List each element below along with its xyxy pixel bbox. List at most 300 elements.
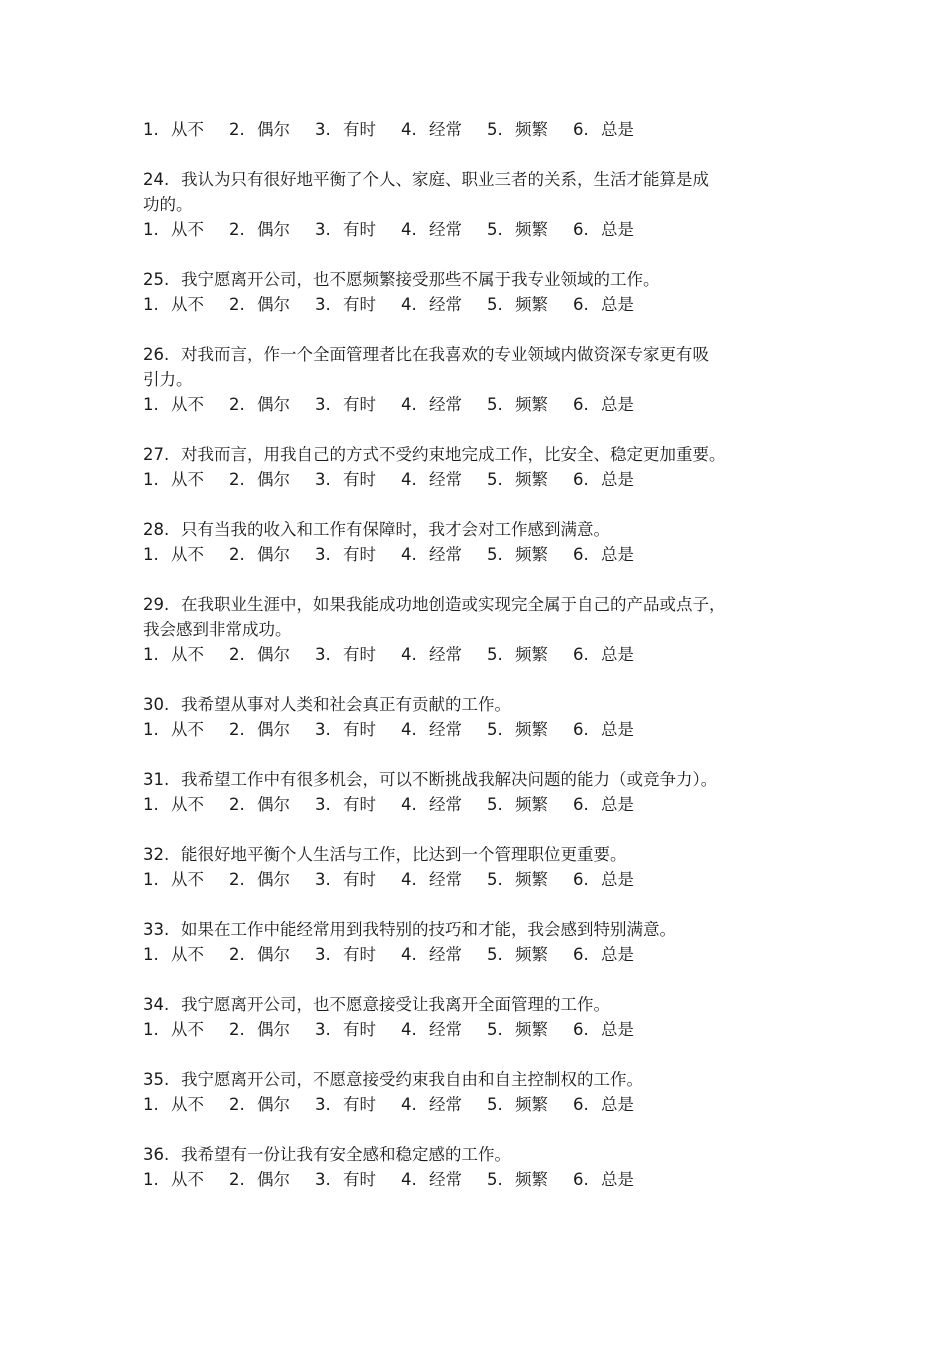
question-number: 34. <box>143 995 170 1014</box>
answer-option-4 <box>401 217 487 242</box>
answer-option-label: 从不 <box>171 395 204 414</box>
answer-option-label: 总是 <box>601 545 634 564</box>
question-number: 24. <box>143 170 170 189</box>
answer-option-number: 1. <box>143 395 159 414</box>
answer-option-6 <box>573 867 634 892</box>
answer-options-row <box>143 292 783 317</box>
answer-options-row <box>143 217 783 242</box>
answer-option-label: 偶尔 <box>257 720 290 739</box>
answer-option-number: 5. <box>487 220 503 239</box>
answer-option-label: 偶尔 <box>257 945 290 964</box>
question-text: 只有当我的收入和工作有保障时，我才会对工作感到满意。 <box>181 520 610 539</box>
question-text: 在我职业生涯中，如果我能成功地创造或实现完全属于自己的产品或点子， <box>181 595 726 614</box>
question-text: 我希望有一份让我有安全感和稳定感的工作。 <box>181 1145 511 1164</box>
answer-option-3 <box>315 1092 401 1117</box>
answer-option-1 <box>143 1017 229 1042</box>
answer-option-label: 经常 <box>429 1020 462 1039</box>
answer-option-1 <box>143 117 229 142</box>
answer-option-number: 6. <box>573 1095 589 1114</box>
answer-option-2 <box>229 292 315 317</box>
answer-option-4 <box>401 942 487 967</box>
answer-option-number: 4. <box>401 545 417 564</box>
answer-option-label: 经常 <box>429 720 462 739</box>
answer-option-1 <box>143 1092 229 1117</box>
answer-option-4 <box>401 1017 487 1042</box>
answer-options-row <box>143 467 783 492</box>
answer-option-label: 偶尔 <box>257 395 290 414</box>
answer-option-number: 6. <box>573 1170 589 1189</box>
answer-option-label: 从不 <box>171 295 204 314</box>
answer-option-number: 5. <box>487 645 503 664</box>
question-text-line <box>143 367 783 392</box>
answer-option-6 <box>573 392 634 417</box>
answer-option-label: 从不 <box>171 720 204 739</box>
answer-option-number: 4. <box>401 720 417 739</box>
answer-option-number: 3. <box>315 220 331 239</box>
answer-option-number: 6. <box>573 945 589 964</box>
question-item <box>143 592 783 667</box>
answer-option-number: 1. <box>143 545 159 564</box>
answer-option-number: 3. <box>315 645 331 664</box>
answer-option-number: 2. <box>229 1170 245 1189</box>
answer-option-2 <box>229 942 315 967</box>
answer-option-label: 从不 <box>171 945 204 964</box>
answer-option-label: 频繁 <box>515 870 548 889</box>
question-number: 35. <box>143 1070 170 1089</box>
answer-option-label: 总是 <box>601 120 634 139</box>
answer-option-label: 有时 <box>343 1170 376 1189</box>
question-text-line <box>143 842 783 867</box>
question-item <box>143 1142 783 1192</box>
answer-option-5 <box>487 792 573 817</box>
answer-option-number: 2. <box>229 545 245 564</box>
answer-option-label: 经常 <box>429 545 462 564</box>
question-text: 如果在工作中能经常用到我特别的技巧和才能，我会感到特别满意。 <box>181 920 676 939</box>
answer-option-3 <box>315 1017 401 1042</box>
question-item <box>143 1067 783 1117</box>
question-text-line <box>143 267 783 292</box>
answer-option-number: 6. <box>573 220 589 239</box>
answer-option-6 <box>573 292 634 317</box>
answer-option-2 <box>229 717 315 742</box>
answer-option-number: 3. <box>315 120 331 139</box>
answer-option-label: 偶尔 <box>257 545 290 564</box>
answer-option-label: 有时 <box>343 470 376 489</box>
question-text: 能很好地平衡个人生活与工作，比达到一个管理职位更重要。 <box>181 845 627 864</box>
answer-option-label: 经常 <box>429 395 462 414</box>
answer-option-number: 3. <box>315 1095 331 1114</box>
answer-option-label: 有时 <box>343 545 376 564</box>
answer-options-row <box>143 117 783 142</box>
answer-option-number: 4. <box>401 945 417 964</box>
answer-options-row <box>143 717 783 742</box>
answer-option-number: 2. <box>229 220 245 239</box>
answer-option-number: 6. <box>573 795 589 814</box>
answer-option-label: 偶尔 <box>257 795 290 814</box>
question-item <box>143 767 783 817</box>
answer-option-2 <box>229 642 315 667</box>
answer-option-1 <box>143 217 229 242</box>
answer-option-3 <box>315 217 401 242</box>
answer-option-number: 5. <box>487 295 503 314</box>
question-text: 我希望工作中有很多机会，可以不断挑战我解决问题的能力（或竞争力）。 <box>181 770 718 789</box>
answer-option-2 <box>229 867 315 892</box>
question-text: 我希望从事对人类和社会真正有贡献的工作。 <box>181 695 511 714</box>
answer-option-5 <box>487 467 573 492</box>
answer-options-row <box>143 1017 783 1042</box>
answer-option-label: 总是 <box>601 1170 634 1189</box>
answer-option-6 <box>573 1092 634 1117</box>
answer-option-4 <box>401 1167 487 1192</box>
answer-option-1 <box>143 792 229 817</box>
answer-option-number: 4. <box>401 220 417 239</box>
answer-option-3 <box>315 642 401 667</box>
answer-options-row <box>143 942 783 967</box>
answer-option-number: 4. <box>401 470 417 489</box>
answer-option-number: 1. <box>143 220 159 239</box>
answer-option-number: 6. <box>573 720 589 739</box>
question-item <box>143 692 783 742</box>
answer-option-number: 4. <box>401 295 417 314</box>
answer-option-4 <box>401 542 487 567</box>
answer-option-number: 3. <box>315 870 331 889</box>
answer-option-label: 总是 <box>601 720 634 739</box>
answer-option-number: 2. <box>229 1095 245 1114</box>
answer-option-5 <box>487 292 573 317</box>
answer-option-label: 总是 <box>601 395 634 414</box>
answer-option-5 <box>487 1092 573 1117</box>
question-item <box>143 842 783 892</box>
answer-option-label: 频繁 <box>515 545 548 564</box>
answer-options-row <box>143 392 783 417</box>
answer-option-label: 总是 <box>601 470 634 489</box>
answer-option-label: 偶尔 <box>257 120 290 139</box>
answer-option-number: 4. <box>401 1170 417 1189</box>
answer-option-label: 偶尔 <box>257 645 290 664</box>
answer-option-label: 频繁 <box>515 795 548 814</box>
answer-option-label: 总是 <box>601 1020 634 1039</box>
question-item <box>143 917 783 967</box>
answer-option-number: 5. <box>487 945 503 964</box>
answer-option-5 <box>487 117 573 142</box>
answer-option-5 <box>487 642 573 667</box>
answer-option-number: 3. <box>315 1170 331 1189</box>
answer-option-4 <box>401 467 487 492</box>
answer-option-4 <box>401 117 487 142</box>
answer-options-row <box>143 1092 783 1117</box>
answer-option-3 <box>315 292 401 317</box>
answer-option-number: 4. <box>401 645 417 664</box>
answer-option-label: 有时 <box>343 120 376 139</box>
question-number: 29. <box>143 595 170 614</box>
answer-option-number: 2. <box>229 795 245 814</box>
answer-option-number: 1. <box>143 1170 159 1189</box>
answer-option-number: 6. <box>573 470 589 489</box>
answer-option-6 <box>573 542 634 567</box>
answer-option-number: 2. <box>229 1020 245 1039</box>
question-text-line <box>143 1142 783 1167</box>
question-item <box>143 167 783 242</box>
answer-option-1 <box>143 867 229 892</box>
answer-option-4 <box>401 392 487 417</box>
answer-option-number: 5. <box>487 120 503 139</box>
answer-options-row <box>143 867 783 892</box>
answer-option-6 <box>573 1017 634 1042</box>
question-text-line <box>143 192 783 217</box>
answer-option-3 <box>315 467 401 492</box>
question-text-line <box>143 1067 783 1092</box>
question-number: 26. <box>143 345 170 364</box>
question-item <box>143 517 783 567</box>
answer-option-5 <box>487 1167 573 1192</box>
question-number: 27. <box>143 445 170 464</box>
answer-options-row <box>143 1167 783 1192</box>
answer-option-label: 从不 <box>171 870 204 889</box>
answer-option-3 <box>315 117 401 142</box>
answer-option-label: 频繁 <box>515 945 548 964</box>
question-list <box>143 167 783 1192</box>
answer-option-label: 经常 <box>429 645 462 664</box>
answer-option-4 <box>401 1092 487 1117</box>
answer-option-number: 6. <box>573 870 589 889</box>
answer-option-number: 6. <box>573 1020 589 1039</box>
answer-option-number: 1. <box>143 470 159 489</box>
answer-option-label: 频繁 <box>515 1020 548 1039</box>
answer-option-4 <box>401 717 487 742</box>
answer-option-label: 从不 <box>171 470 204 489</box>
answer-option-number: 3. <box>315 295 331 314</box>
answer-option-label: 经常 <box>429 220 462 239</box>
answer-option-5 <box>487 392 573 417</box>
answer-option-label: 有时 <box>343 645 376 664</box>
answer-option-number: 3. <box>315 395 331 414</box>
answer-option-label: 从不 <box>171 1095 204 1114</box>
answer-option-label: 频繁 <box>515 395 548 414</box>
answer-option-2 <box>229 117 315 142</box>
answer-option-number: 3. <box>315 1020 331 1039</box>
answer-option-number: 4. <box>401 1095 417 1114</box>
answer-option-2 <box>229 217 315 242</box>
question-text-line <box>143 767 783 792</box>
answer-option-number: 2. <box>229 645 245 664</box>
answer-option-label: 有时 <box>343 795 376 814</box>
answer-option-4 <box>401 292 487 317</box>
answer-option-number: 5. <box>487 1095 503 1114</box>
answer-option-label: 频繁 <box>515 120 548 139</box>
answer-option-label: 总是 <box>601 795 634 814</box>
question-number: 32. <box>143 845 170 864</box>
answer-option-5 <box>487 217 573 242</box>
answer-option-number: 4. <box>401 120 417 139</box>
question-text-line <box>143 692 783 717</box>
question-number: 25. <box>143 270 170 289</box>
answer-option-number: 1. <box>143 1020 159 1039</box>
answer-option-label: 经常 <box>429 470 462 489</box>
answer-option-1 <box>143 467 229 492</box>
answer-option-number: 5. <box>487 1020 503 1039</box>
answer-option-label: 偶尔 <box>257 295 290 314</box>
question-text-line <box>143 442 783 467</box>
answer-option-6 <box>573 717 634 742</box>
answer-option-number: 6. <box>573 645 589 664</box>
answer-option-label: 有时 <box>343 720 376 739</box>
answer-option-1 <box>143 1167 229 1192</box>
answer-option-label: 有时 <box>343 295 376 314</box>
question-text: 我宁愿离开公司，也不愿意接受让我离开全面管理的工作。 <box>181 995 610 1014</box>
question-number: 33. <box>143 920 170 939</box>
answer-option-label: 从不 <box>171 645 204 664</box>
answer-option-number: 2. <box>229 870 245 889</box>
question-text: 我宁愿离开公司，也不愿频繁接受那些不属于我专业领域的工作。 <box>181 270 660 289</box>
answer-option-label: 频繁 <box>515 470 548 489</box>
answer-option-label: 经常 <box>429 945 462 964</box>
answer-option-number: 1. <box>143 795 159 814</box>
answer-option-number: 2. <box>229 945 245 964</box>
answer-option-number: 1. <box>143 945 159 964</box>
question-text: 对我而言，作一个全面管理者比在我喜欢的专业领域内做资深专家更有吸 <box>181 345 709 364</box>
answer-option-label: 从不 <box>171 1020 204 1039</box>
answer-option-label: 频繁 <box>515 1170 548 1189</box>
answer-option-3 <box>315 542 401 567</box>
answer-option-number: 4. <box>401 795 417 814</box>
question-text: 功的。 <box>143 195 193 214</box>
answer-option-label: 总是 <box>601 220 634 239</box>
answer-option-5 <box>487 542 573 567</box>
answer-options-row <box>143 792 783 817</box>
answer-option-number: 3. <box>315 795 331 814</box>
answer-option-4 <box>401 792 487 817</box>
answer-option-label: 有时 <box>343 870 376 889</box>
answer-option-1 <box>143 542 229 567</box>
answer-option-5 <box>487 1017 573 1042</box>
answer-option-number: 5. <box>487 870 503 889</box>
answer-option-5 <box>487 867 573 892</box>
answer-option-label: 从不 <box>171 120 204 139</box>
question-text-line <box>143 617 783 642</box>
answer-option-1 <box>143 642 229 667</box>
answer-option-label: 频繁 <box>515 1095 548 1114</box>
question-text-line <box>143 342 783 367</box>
answer-option-label: 总是 <box>601 1095 634 1114</box>
answer-option-2 <box>229 392 315 417</box>
answer-option-4 <box>401 867 487 892</box>
answer-option-1 <box>143 392 229 417</box>
question-item <box>143 342 783 417</box>
answer-option-label: 从不 <box>171 220 204 239</box>
answer-option-label: 有时 <box>343 395 376 414</box>
answer-option-2 <box>229 1092 315 1117</box>
answer-option-number: 1. <box>143 295 159 314</box>
question-text: 我会感到非常成功。 <box>143 620 292 639</box>
answer-option-6 <box>573 467 634 492</box>
question-text-line <box>143 592 783 617</box>
answer-option-5 <box>487 942 573 967</box>
answer-option-label: 总是 <box>601 645 634 664</box>
answer-option-label: 经常 <box>429 120 462 139</box>
question-text-line <box>143 917 783 942</box>
answer-option-number: 6. <box>573 295 589 314</box>
question-text: 对我而言，用我自己的方式不受约束地完成工作，比安全、稳定更加重要。 <box>181 445 726 464</box>
answer-option-label: 偶尔 <box>257 470 290 489</box>
answer-option-1 <box>143 292 229 317</box>
answer-option-number: 2. <box>229 720 245 739</box>
answer-option-number: 2. <box>229 120 245 139</box>
question-item <box>143 267 783 317</box>
answer-option-number: 1. <box>143 720 159 739</box>
answer-option-number: 6. <box>573 395 589 414</box>
answer-option-3 <box>315 867 401 892</box>
answer-option-label: 总是 <box>601 295 634 314</box>
answer-option-number: 3. <box>315 720 331 739</box>
answer-option-label: 偶尔 <box>257 1020 290 1039</box>
question-number: 31. <box>143 770 170 789</box>
answer-option-6 <box>573 942 634 967</box>
answer-option-label: 频繁 <box>515 645 548 664</box>
question-text: 我宁愿离开公司，不愿意接受约束我自由和自主控制权的工作。 <box>181 1070 643 1089</box>
answer-option-label: 偶尔 <box>257 1095 290 1114</box>
answer-option-label: 从不 <box>171 1170 204 1189</box>
answer-option-number: 4. <box>401 1020 417 1039</box>
answer-option-label: 偶尔 <box>257 1170 290 1189</box>
answer-option-2 <box>229 467 315 492</box>
answer-option-number: 3. <box>315 945 331 964</box>
answer-option-number: 5. <box>487 545 503 564</box>
answer-options-row <box>143 642 783 667</box>
answer-option-number: 1. <box>143 120 159 139</box>
answer-options-row <box>143 542 783 567</box>
answer-option-number: 5. <box>487 470 503 489</box>
answer-option-label: 有时 <box>343 1095 376 1114</box>
answer-option-number: 5. <box>487 395 503 414</box>
answer-option-number: 5. <box>487 795 503 814</box>
answer-option-label: 频繁 <box>515 295 548 314</box>
question-text-line <box>143 167 783 192</box>
answer-option-label: 频繁 <box>515 220 548 239</box>
answer-option-number: 2. <box>229 295 245 314</box>
answer-option-6 <box>573 117 634 142</box>
answer-option-number: 4. <box>401 395 417 414</box>
answer-option-number: 2. <box>229 470 245 489</box>
answer-option-number: 5. <box>487 720 503 739</box>
answer-option-label: 偶尔 <box>257 870 290 889</box>
answer-option-label: 有时 <box>343 220 376 239</box>
answer-option-3 <box>315 792 401 817</box>
answer-option-6 <box>573 1167 634 1192</box>
answer-option-label: 频繁 <box>515 720 548 739</box>
answer-option-label: 有时 <box>343 945 376 964</box>
answer-option-label: 经常 <box>429 795 462 814</box>
question-text-line <box>143 517 783 542</box>
answer-option-1 <box>143 942 229 967</box>
question-number: 30. <box>143 695 170 714</box>
answer-option-label: 经常 <box>429 1095 462 1114</box>
answer-option-label: 经常 <box>429 1170 462 1189</box>
answer-option-6 <box>573 217 634 242</box>
answer-option-number: 1. <box>143 645 159 664</box>
questionnaire-page <box>143 117 783 1192</box>
answer-option-6 <box>573 642 634 667</box>
answer-option-number: 4. <box>401 870 417 889</box>
answer-option-2 <box>229 542 315 567</box>
answer-option-number: 6. <box>573 545 589 564</box>
question-text: 我认为只有很好地平衡了个人、家庭、职业三者的关系，生活才能算是成 <box>181 170 709 189</box>
answer-option-1 <box>143 717 229 742</box>
answer-option-5 <box>487 717 573 742</box>
answer-option-number: 1. <box>143 1095 159 1114</box>
question-text-line <box>143 992 783 1017</box>
answer-option-number: 1. <box>143 870 159 889</box>
answer-option-label: 从不 <box>171 545 204 564</box>
